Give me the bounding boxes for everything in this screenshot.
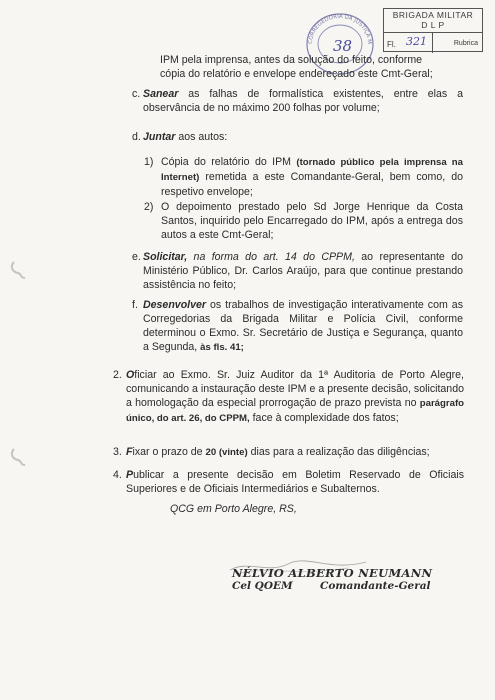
folio-label: Fl.: [387, 40, 396, 49]
item-f-body: os trabalhos de investigação interativamente com as Corregedorias da Brigada Militar e Polícia Civil, conforme determinou o Exmo. Sr. Secretário de Justiça e Segurança, quanto a Segunda,: [143, 299, 463, 353]
item-2-bold: parágrafo único, do art. 26, do CPPM,: [126, 398, 464, 424]
item-e-label: e.: [132, 251, 141, 263]
item-3-bold: 20 (vinte): [205, 447, 248, 458]
item-e-text: [143, 250, 463, 292]
item-4-body: ublicar a presente decisão em Boletim Reservado de Oficiais Superiores e de Oficiais Intermediários e Subalternos.: [126, 469, 464, 495]
item-d1-text-a: Cópia do relatório do IPM: [161, 156, 297, 168]
item-c-text: [143, 87, 463, 115]
item-2-label: 2.: [113, 369, 122, 381]
item-3-keyword: F: [126, 446, 133, 458]
item-d1-text-b: remetida a este Comandante-Geral, bem como, do respetivo envelope;: [161, 171, 463, 198]
intro-text-line1: IPM pela imprensa, antes da solução do feito, conforme: [160, 54, 423, 66]
item-2-keyword: O: [126, 369, 135, 381]
rubrica-label: Rubrica: [453, 40, 478, 47]
item-f-label: f.: [132, 299, 138, 311]
stamp-title-line1: BRIGADA MILITAR: [392, 10, 474, 20]
stamp-title-line2: D L P: [421, 20, 445, 30]
item-2-text-b: face à complexidade dos fatos;: [249, 412, 399, 424]
item-d2-label: 2): [144, 201, 154, 213]
item-3-text: [126, 445, 464, 460]
signature-rank: Cel QOEM: [232, 580, 293, 592]
item-f-bold: às fls. 41;: [200, 342, 244, 353]
seal-ring-text: CORREGEDORIA DA JUSTIÇA M: [307, 13, 373, 45]
margin-smudge-upper: [8, 258, 30, 282]
intro-text-line2: cópia do relatório e envelope endereçado este Cmt-Geral;: [160, 68, 433, 80]
item-c-keyword: Sanear: [143, 88, 179, 100]
seal-handwritten-number: 38: [333, 37, 353, 55]
item-d-keyword: Juntar: [143, 131, 176, 143]
item-3-text-b: dias para a realização das diligências;: [247, 446, 430, 458]
signature-name: NÉLVIO ALBERTO NEUMANN: [232, 566, 433, 580]
item-d-label: d.: [132, 131, 141, 143]
item-c-label: c.: [132, 88, 141, 100]
margin-smudge-lower: [8, 445, 30, 469]
item-e-body: ao representante do Ministério Público, Dr. Carlos Araújo, para que continue prestando assistência no feito;: [143, 251, 463, 291]
item-3-label: 3.: [113, 446, 122, 458]
signature-role: Comandante-Geral: [320, 580, 431, 592]
item-2-text: [126, 368, 464, 426]
item-d1-text: [161, 155, 463, 199]
item-f-keyword: Desenvolver: [143, 299, 207, 311]
item-4-keyword: P: [126, 469, 134, 481]
item-2-text-a: ficiar ao Exmo. Sr. Juiz Auditor da 1ª Auditoria de Porto Alegre, comunicando a instauração deste IPM e a presente decisão, solicitando a homologação da especial prorrogação de prazo prevista no: [126, 369, 464, 409]
item-4-label: 4.: [113, 469, 122, 481]
folio-number: 321: [406, 35, 427, 48]
item-d1-bold: (tornado público pela imprensa na Internet): [161, 157, 463, 183]
item-c-body: as falhas de formalística existentes, entre elas a observância de no máximo 200 folhas por volume;: [143, 88, 463, 114]
item-d-body: aos autos:: [175, 131, 228, 143]
item-d2-text: O depoimento prestado pelo Sd Jorge Henrique da Costa Santos, inquirido pelo Encarregado do IPM, após a entrega dos autos a este Cmt-Geral;: [161, 201, 463, 241]
folio-stamp: [383, 8, 483, 52]
item-e-keyword: Solicitar,: [143, 251, 188, 263]
item-4-text: [126, 468, 464, 496]
item-d-text: [143, 130, 463, 144]
item-d1-label: 1): [144, 156, 154, 168]
item-3-text-a: ixar o prazo de: [132, 446, 206, 458]
item-f-text: [143, 298, 463, 355]
item-e-italic: na forma do art. 14 do CPPM,: [187, 251, 355, 263]
place-date: QCG em Porto Alegre, RS,: [170, 503, 297, 515]
